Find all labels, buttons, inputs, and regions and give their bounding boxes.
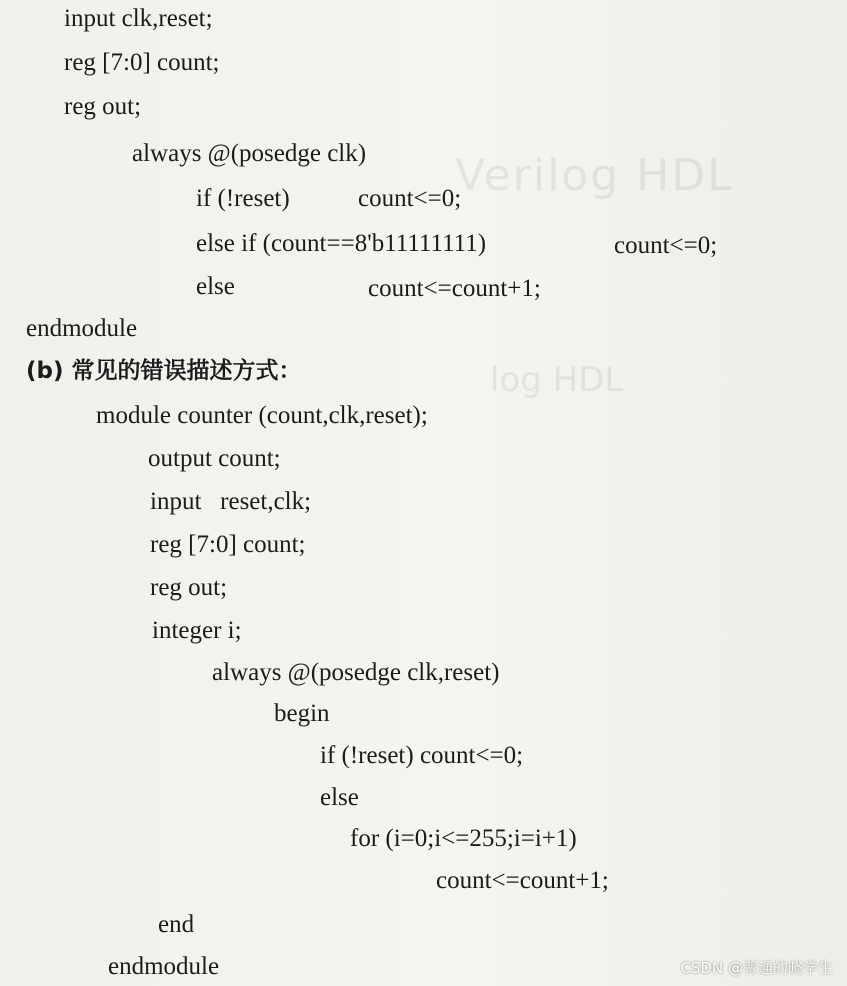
code-line: module counter (count,clk,reset);: [96, 402, 428, 429]
code-line: count<=count+1;: [368, 275, 541, 302]
code-line: count<=count+1;: [436, 867, 609, 894]
code-line: end: [158, 911, 195, 938]
code-line: always @(posedge clk,reset): [212, 659, 500, 686]
code-line: else if (count==8'b11111111): [196, 230, 487, 257]
code-line: reg out;: [64, 93, 142, 120]
code-line: reg out;: [150, 574, 228, 601]
code-line: reg [7:0] count;: [150, 531, 306, 558]
code-line: begin: [274, 700, 330, 727]
watermark: CSDN @普通的晓学生: [680, 959, 833, 977]
code-line: else: [320, 784, 359, 811]
code-line: count<=0;: [358, 185, 462, 212]
code-line: if (!reset) count<=0;: [320, 742, 524, 769]
code-line: endmodule: [26, 315, 138, 342]
code-line: integer i;: [152, 617, 242, 644]
code-line: for (i=0;i<=255;i=i+1): [350, 825, 577, 852]
section-heading: (b) 常见的错误描述方式：: [26, 358, 302, 384]
bleed-through-text: Verilog HDL: [455, 150, 734, 201]
code-line: input reset,clk;: [150, 488, 312, 515]
code-line: else: [196, 273, 235, 300]
code-line: input clk,reset;: [64, 5, 213, 32]
code-line: reg [7:0] count;: [64, 49, 220, 76]
bleed-through-text: log HDL: [490, 360, 624, 400]
code-line: endmodule: [108, 953, 220, 980]
code-line: if (!reset): [196, 185, 290, 212]
code-line: output count;: [148, 445, 281, 472]
code-line: count<=0;: [614, 232, 718, 259]
code-line: always @(posedge clk): [132, 140, 367, 167]
